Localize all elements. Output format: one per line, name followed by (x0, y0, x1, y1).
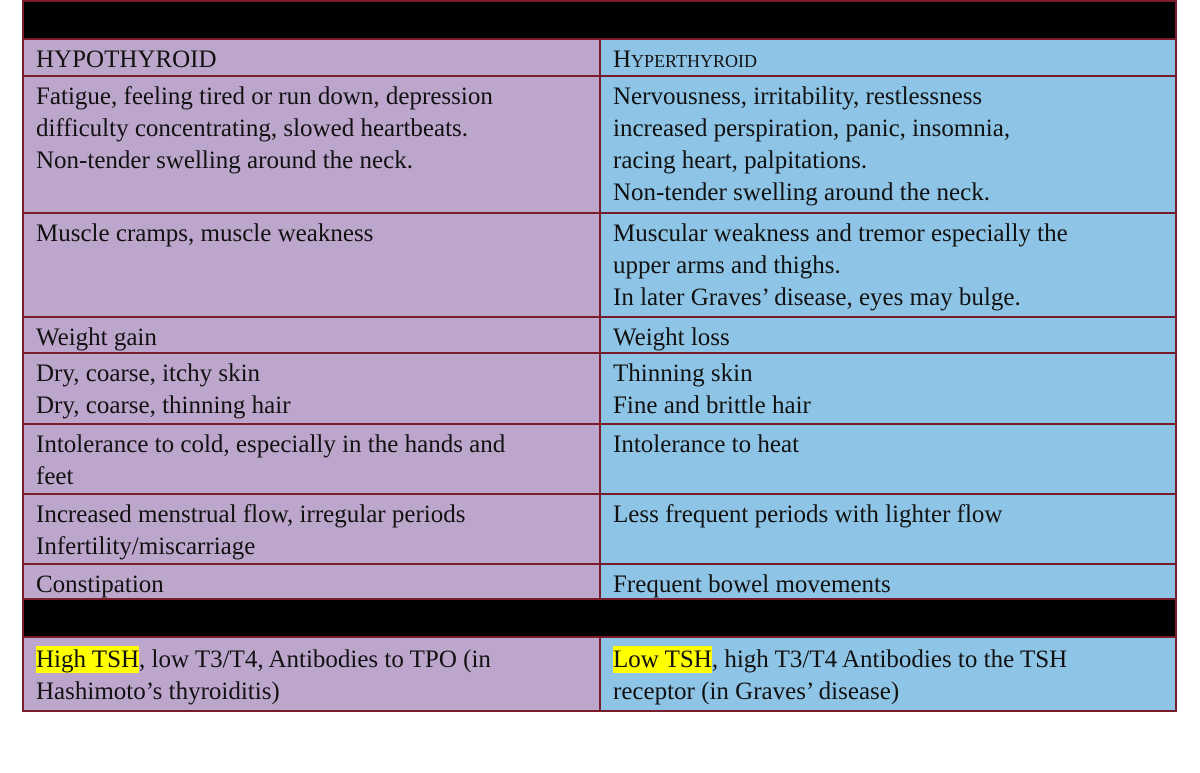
cell-text: , low T3/T4, Antibodies to TPO (in (139, 646, 491, 673)
cell-text: Muscle cramps, muscle weakness (36, 220, 374, 247)
cell-text: Weight loss (613, 324, 730, 351)
cell-text: upper arms and thighs. (613, 252, 841, 279)
cell-text: In later Graves’ disease, eyes may bulge. (613, 284, 1021, 311)
lab-results-row (24, 638, 1175, 710)
cell-text: Constipation (36, 571, 164, 598)
cell-text: Non-tender swelling around the neck. (613, 179, 990, 206)
cell-text: Intolerance to heat (613, 431, 800, 458)
cell-text: Thinning skin (613, 360, 753, 387)
cell-text: difficulty concentrating, slowed heartbeats. (36, 115, 469, 142)
symptom-comparison-table (22, 0, 1177, 712)
cell-text: , high T3/T4 Antibodies to the TSH (711, 646, 1068, 673)
highlighted-lab-value: Low TSH (613, 646, 712, 673)
cell-text: Fine and brittle hair (613, 392, 811, 419)
cell-text: Fatigue, feeling tired or run down, depression (36, 83, 493, 110)
header-hyperthyroid: Hyperthyroid (601, 40, 1175, 75)
table-row (24, 425, 1175, 495)
cell-text: Hashimoto’s thyroiditis) (36, 678, 280, 705)
cell-text: increased perspiration, panic, insomnia, (613, 115, 1011, 142)
table-row (24, 214, 1175, 318)
cell-text: Increased menstrual flow, irregular periods (36, 501, 466, 528)
header-hypothyroid: HYPOTHYROID (24, 40, 601, 75)
cell-text: Nervousness, irritability, restlessness (613, 83, 983, 110)
cell-text: racing heart, palpitations. (613, 147, 868, 174)
cell-text: Muscular weakness and tremor especially the (613, 220, 1068, 247)
cell-text: Less frequent periods with lighter flow (613, 501, 1003, 528)
cell-text: Dry, coarse, itchy skin (36, 360, 261, 387)
highlighted-lab-value: High TSH (36, 646, 140, 673)
table-row (24, 565, 1175, 600)
table-row (24, 318, 1175, 354)
cell-text: feet (36, 463, 74, 490)
table-row (24, 354, 1175, 425)
cell-text: Dry, coarse, thinning hair (36, 392, 291, 419)
cell-text: Weight gain (36, 324, 157, 351)
cell-text: Infertility/miscarriage (36, 533, 256, 560)
table-row (24, 495, 1175, 565)
top-black-bar (24, 2, 1175, 40)
cell-text: receptor (in Graves’ disease) (613, 678, 900, 705)
cell-text: Intolerance to cold, especially in the hands and (36, 431, 506, 458)
middle-black-bar (24, 600, 1175, 638)
header-row (24, 40, 1175, 77)
cell-text: Frequent bowel movements (613, 571, 891, 598)
cell-text: Non-tender swelling around the neck. (36, 147, 413, 174)
table-row (24, 77, 1175, 214)
